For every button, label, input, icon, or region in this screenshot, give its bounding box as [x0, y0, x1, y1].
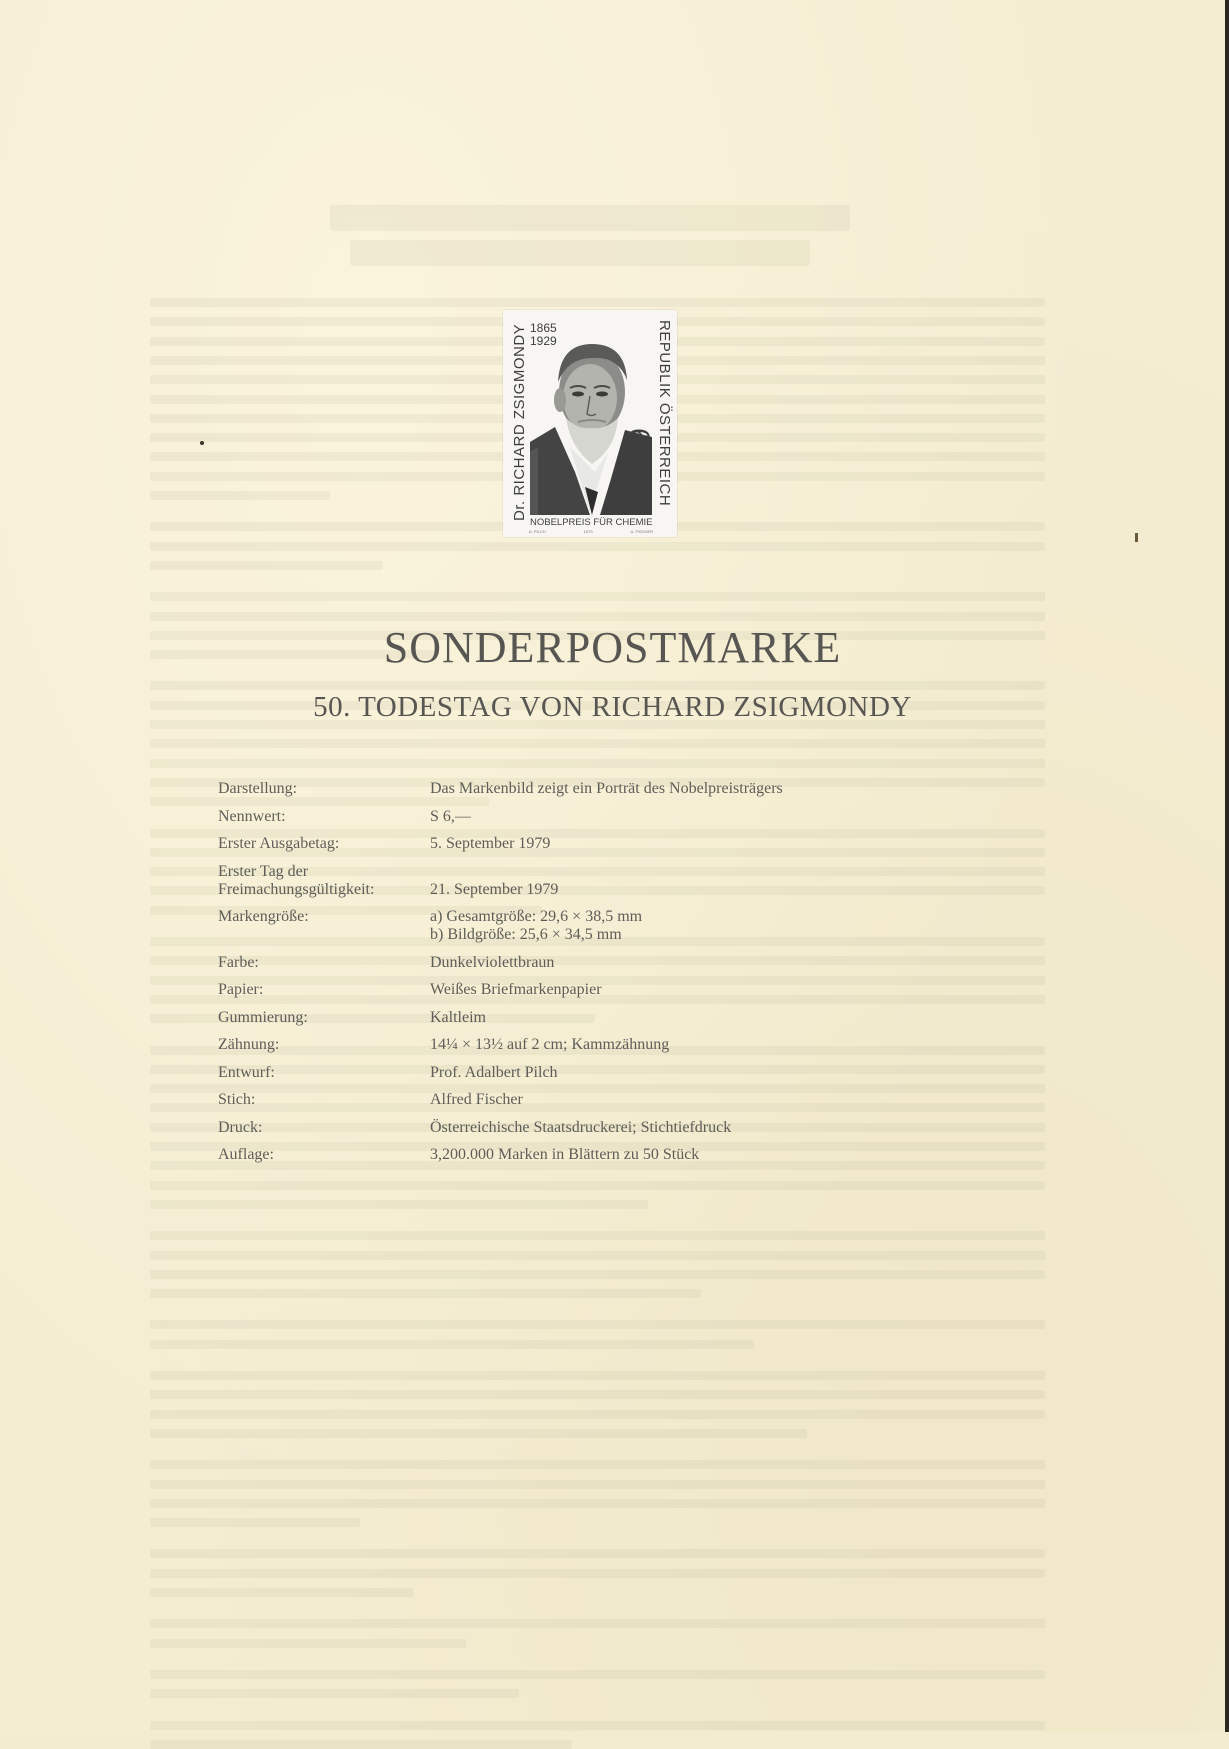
stamp-credits [529, 529, 653, 534]
spec-label: Darstellung: [218, 780, 298, 797]
spec-label: Stich: [218, 1091, 256, 1108]
ghost-line [150, 1518, 360, 1527]
ghost-line [150, 1289, 701, 1298]
ghost-line [150, 1549, 1045, 1558]
stamp-country: REPUBLIK ÖSTERREICH [656, 320, 673, 507]
paper-speck [200, 441, 204, 445]
ghost-line [150, 1499, 1045, 1508]
ghost-line [150, 1569, 1045, 1578]
spec-label: Markengröße: [218, 908, 309, 925]
paper-speck [1135, 533, 1138, 542]
spec-row [218, 1009, 918, 1027]
specification-table [218, 780, 918, 1164]
ghost-heading [350, 240, 810, 266]
spec-row [218, 954, 918, 972]
spec-value: a) Gesamtgröße: 29,6 × 38,5 mm [430, 908, 643, 925]
spec-row [218, 808, 918, 826]
spec-label: Farbe: [218, 953, 259, 971]
spec-row [218, 1119, 918, 1137]
scan-edge [1225, 0, 1229, 1732]
spec-row [218, 908, 918, 926]
ghost-line [150, 739, 1045, 748]
spec-row [218, 881, 918, 899]
stamp-year-credit: 1979 [583, 529, 593, 534]
spec-label: Entwurf: [218, 1063, 275, 1081]
spec-row [218, 835, 918, 853]
spec-row [218, 1036, 918, 1054]
spec-label: Nennwert: [218, 807, 286, 825]
ghost-line [150, 1200, 648, 1209]
page-title: SONDERPOSTMARKE [383, 623, 842, 672]
ghost-line [150, 1181, 1045, 1190]
spec-label: Auflage: [218, 1146, 274, 1163]
ghost-line [150, 1251, 1045, 1260]
ghost-line [150, 1480, 1045, 1489]
spec-value: S 6,— [430, 807, 471, 825]
spec-row [218, 780, 918, 798]
ghost-line [150, 1619, 1045, 1628]
spec-label: Zähnung: [218, 1036, 280, 1053]
ghost-line [150, 1639, 466, 1648]
spec-value: 21. September 1979 [430, 880, 559, 898]
spec-value: 14¼ × 13½ auf 2 cm; Kammzähnung [430, 1036, 670, 1053]
spec-row [218, 926, 918, 944]
spec-value: Kaltleim [430, 1008, 486, 1026]
stamp-caption: NOBELPREIS FÜR CHEMIE [530, 517, 653, 528]
ghost-line [150, 759, 1045, 768]
ghost-line [150, 1410, 1045, 1419]
spec-label: Gummierung: [218, 1008, 308, 1026]
stamp-designer-credit: A. PILCH [529, 529, 546, 534]
ghost-heading [330, 205, 850, 231]
stamp-person-name: Dr. RICHARD ZSIGMONDY [511, 323, 528, 521]
postage-stamp [503, 310, 677, 537]
spec-row [218, 1146, 918, 1164]
ghost-line [150, 1740, 572, 1749]
ghost-line [150, 491, 330, 500]
portrait-engraving [530, 322, 652, 515]
stamp-face-value: 6S [622, 428, 655, 465]
spec-row [218, 1091, 918, 1109]
spec-label: Papier: [218, 981, 264, 998]
ghost-line [150, 1670, 1045, 1679]
spec-value: Dunkelviolettbraun [430, 953, 555, 971]
ghost-line [150, 1689, 519, 1698]
ghost-line [150, 1588, 413, 1597]
spec-value: Österreichische Staatsdruckerei; Stichtiefdruck [430, 1118, 732, 1136]
spec-value: Prof. Adalbert Pilch [430, 1063, 558, 1081]
spec-value: Das Markenbild zeigt ein Porträt des Nobelpreisträgers [430, 780, 783, 797]
ghost-line [150, 561, 383, 570]
spec-value: 5. September 1979 [430, 835, 551, 852]
spec-value: b) Bildgröße: 25,6 × 34,5 mm [430, 926, 622, 943]
ghost-line [150, 1371, 1045, 1380]
spec-value: Weißes Briefmarkenpapier [430, 981, 602, 998]
ghost-line [150, 1721, 1045, 1730]
ghost-line [150, 1320, 1045, 1329]
ghost-line [150, 298, 1045, 307]
page-subtitle: 50. TODESTAG VON RICHARD ZSIGMONDY [313, 691, 912, 723]
ghost-line [150, 1270, 1045, 1279]
spec-row [218, 1064, 918, 1082]
ghost-line [150, 1340, 754, 1349]
ghost-line [150, 681, 1045, 690]
stamp-engraver-credit: A. FISCHER [630, 529, 653, 534]
ghost-line [150, 1231, 1045, 1240]
spec-value: 3,200.000 Marken in Blättern zu 50 Stück [430, 1146, 700, 1163]
ghost-line [150, 1460, 1045, 1469]
spec-label: Freimachungsgültigkeit: [218, 880, 375, 898]
spec-label: Druck: [218, 1118, 263, 1136]
ghost-line [150, 612, 1045, 621]
ghost-line [150, 592, 1045, 601]
spec-label: Erster Ausgabetag: [218, 835, 340, 852]
spec-row [218, 981, 918, 999]
ghost-line [150, 1390, 1045, 1399]
ghost-line [150, 542, 1045, 551]
spec-value: Alfred Fischer [430, 1091, 523, 1108]
spec-label: Erster Tag der [218, 862, 309, 880]
spec-row [218, 863, 918, 881]
stamp-years: 1865 1929 [530, 321, 557, 348]
ghost-line [150, 1429, 807, 1438]
